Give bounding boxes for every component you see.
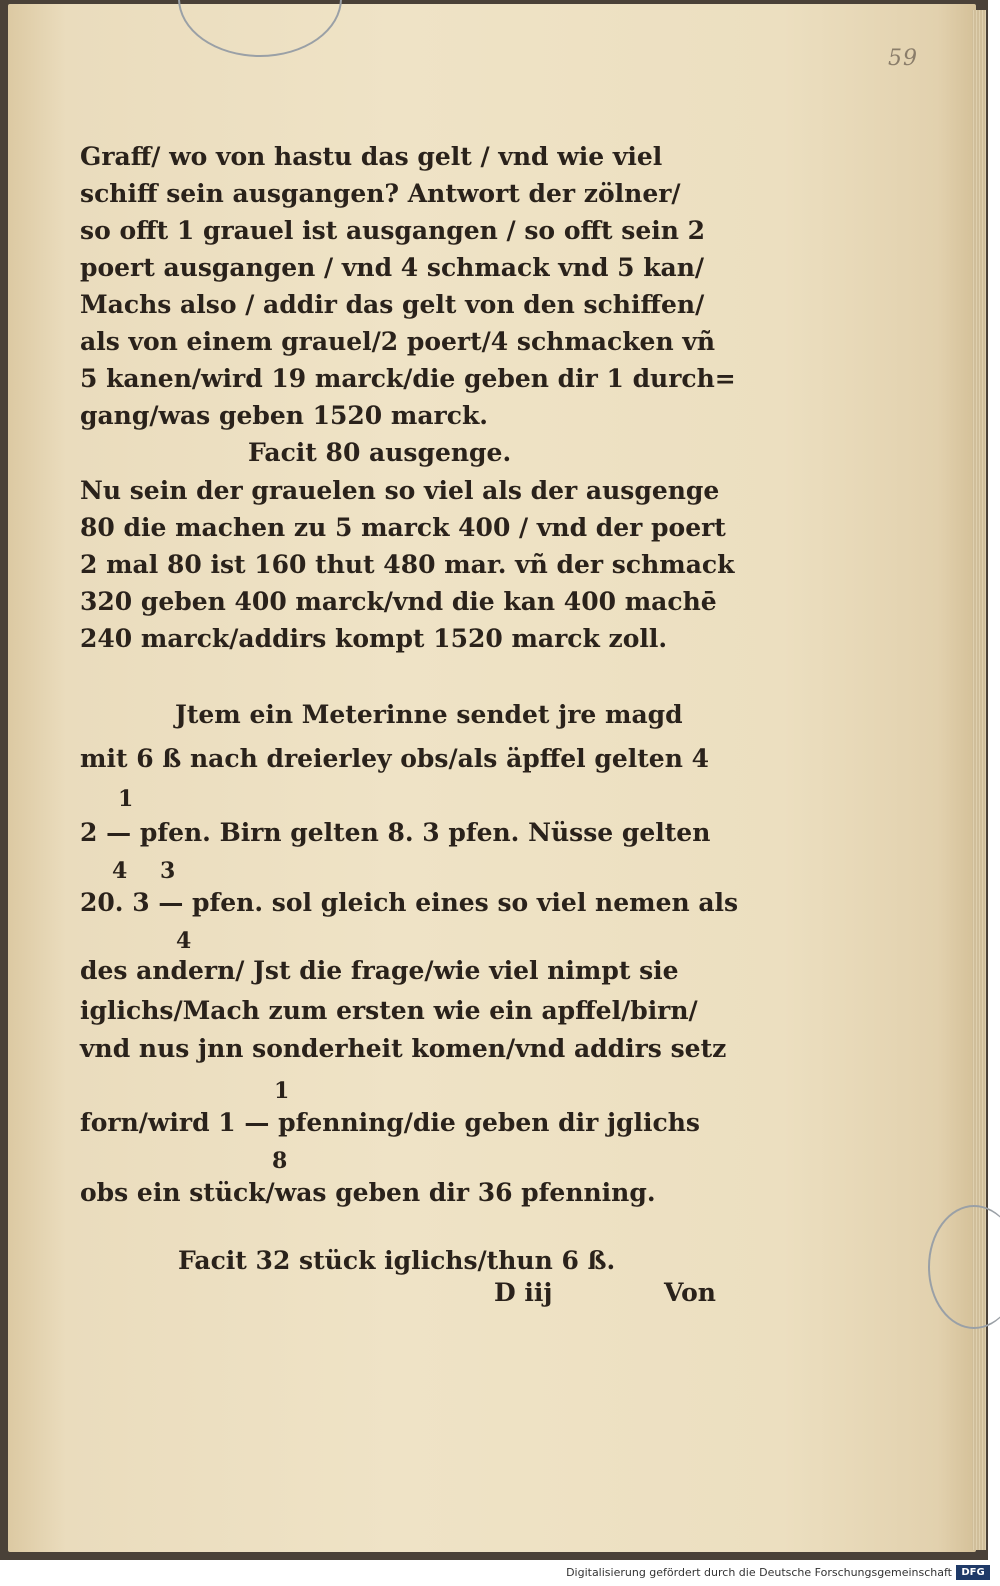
fraction-numerator: 3	[160, 858, 176, 884]
footer-credit: Digitalisierung gefördert durch die Deutsche Forschungsgemeinschaft	[566, 1566, 952, 1579]
fraction-denominator: 4	[176, 928, 192, 954]
signature-mark	[494, 1278, 614, 1314]
text-fragment: pfen. Birn gelten 8. 3 pfen. Nüsse gelten	[139, 818, 711, 847]
text-line-with-fraction	[80, 1108, 700, 1137]
text-line: mit 6 ß nach dreierley obs/als äpffel gelten 4	[80, 744, 709, 773]
text-fragment: pfen. sol gleich eines so viel nemen als	[192, 888, 739, 917]
fraction-whole: 2	[80, 818, 98, 847]
text-line: des andern/ Jst die frage/wie viel nimpt sie	[80, 956, 679, 985]
fraction-bar: —	[244, 1108, 279, 1137]
fraction-numerator: 1	[118, 786, 134, 812]
fraction-bar: —	[158, 888, 193, 917]
fraction-denominator: 4	[112, 858, 128, 884]
fraction-bar: —	[106, 818, 140, 847]
text-line: iglichs/Mach zum ersten wie ein apffel/birn/	[80, 996, 698, 1025]
signature-text: D iij	[494, 1278, 553, 1307]
folio-number: 59	[888, 46, 918, 71]
paragraph-1	[80, 142, 740, 442]
facit-1	[248, 438, 648, 474]
facit-line: Facit 32 stück iglichs/thun 6 ß.	[178, 1246, 616, 1275]
text-line: obs ein stück/was geben dir 36 pfenning.	[80, 1178, 656, 1207]
text-line: als von einem grauel/2 poert/4 schmacken vñ	[80, 327, 716, 356]
text-line: Graff/ wo von hastu das gelt / vnd wie viel	[80, 142, 663, 171]
text-line: vnd nus jnn sonderheit komen/vnd addirs setz	[80, 1034, 727, 1063]
facit-2	[178, 1246, 678, 1282]
text-line: 240 marck/addirs kompt 1520 marck zoll.	[80, 624, 668, 653]
text-line: Machs also / addir das gelt von den schiffen/	[80, 290, 705, 319]
catchword-text: Von	[664, 1278, 716, 1307]
text-line: schiff sein ausgangen? Antwort der zölner/	[80, 179, 681, 208]
fraction-numerator: 1	[274, 1078, 290, 1104]
fraction-whole: 20. 3	[80, 888, 150, 917]
dfg-logo: DFG	[956, 1565, 990, 1580]
facit-line: Facit 80 ausgenge.	[248, 438, 512, 467]
text-line-with-fraction	[80, 818, 710, 847]
fraction-whole: forn/wird 1	[80, 1108, 236, 1137]
fraction-denominator: 8	[272, 1148, 288, 1174]
text-line: 5 kanen/wird 19 marck/die geben dir 1 durch=	[80, 364, 736, 393]
text-line: so offt 1 grauel ist ausgangen / so offt sein 2	[80, 216, 706, 245]
text-fragment: pfenning/die geben dir jglichs	[278, 1108, 700, 1137]
text-line: poert ausgangen / vnd 4 schmack vnd 5 kan/	[80, 253, 705, 282]
text-line: gang/was geben 1520 marck.	[80, 401, 488, 430]
text-line: 2 mal 80 ist 160 thut 480 mar. vñ der schmack	[80, 550, 735, 579]
text-line: Nu sein der grauelen so viel als der ausgenge	[80, 476, 720, 505]
text-line: Jtem ein Meterinne sendet jre magd	[175, 700, 683, 729]
catchword	[664, 1278, 754, 1314]
paragraph-3	[80, 700, 740, 1220]
text-line: 80 die machen zu 5 marck 400 / vnd der poert	[80, 513, 726, 542]
text-line-with-fraction	[80, 888, 738, 917]
paragraph-2	[80, 476, 740, 666]
footer-bar	[0, 1562, 1000, 1586]
text-line: 320 geben 400 marck/vnd die kan 400 machē	[80, 587, 717, 616]
